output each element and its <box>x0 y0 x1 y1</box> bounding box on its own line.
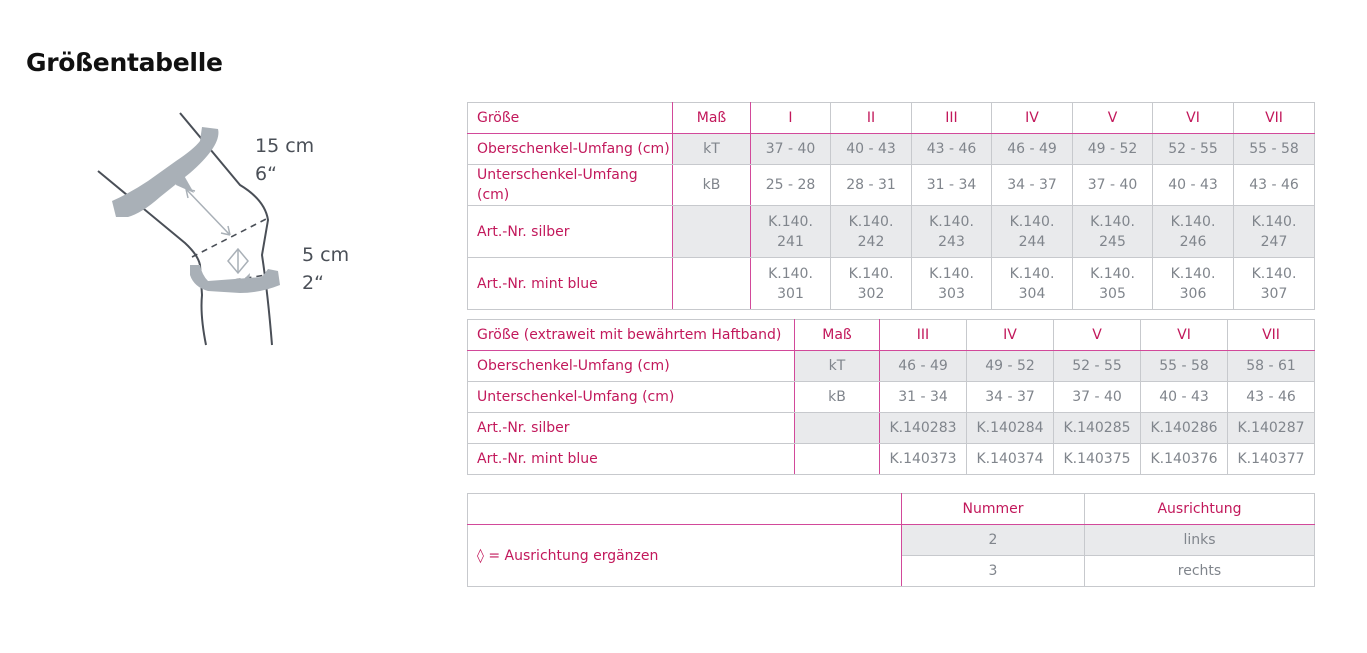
value-cell: 55 - 58 <box>1234 134 1315 165</box>
value-cell: 49 - 52 <box>1073 134 1153 165</box>
nummer-cell: 2 <box>902 525 1085 556</box>
value-cell: 34 - 37 <box>967 382 1054 413</box>
header-size: IV <box>967 320 1054 351</box>
value-cell: 46 - 49 <box>992 134 1073 165</box>
row-label: Oberschenkel-Umfang (cm) <box>468 351 795 382</box>
value-cell: K.140287 <box>1228 413 1315 444</box>
row-label: Oberschenkel-Umfang (cm) <box>468 134 673 165</box>
value-cell: 46 - 49 <box>880 351 967 382</box>
value-cell: K.140. 305 <box>1073 258 1153 310</box>
size-table-standard <box>467 102 1315 310</box>
measure-top-cm: 15 cm <box>255 135 315 157</box>
value-cell: K.140. 244 <box>992 206 1073 258</box>
value-cell: 40 - 43 <box>1141 382 1228 413</box>
nummer-cell: 3 <box>902 556 1085 587</box>
value-cell: K.140. 242 <box>831 206 912 258</box>
header-size: IV <box>992 103 1073 134</box>
row-label: Art.-Nr. mint blue <box>468 258 673 310</box>
mass-cell <box>795 413 880 444</box>
value-cell: K.140. 247 <box>1234 206 1315 258</box>
page-title: Größentabelle <box>26 48 223 77</box>
value-cell: K.140376 <box>1141 444 1228 475</box>
value-cell: 55 - 58 <box>1141 351 1228 382</box>
orientation-note: ◊ = Ausrichtung ergänzen <box>468 525 902 587</box>
header-size: V <box>1073 103 1153 134</box>
value-cell: K.140. 307 <box>1234 258 1315 310</box>
value-cell: 37 - 40 <box>751 134 831 165</box>
value-cell: 31 - 34 <box>880 382 967 413</box>
row-label: Unterschenkel-Umfang (cm) <box>468 165 673 206</box>
ausrichtung-cell: links <box>1085 525 1315 556</box>
value-cell: K.140. 241 <box>751 206 831 258</box>
mass-cell: kT <box>673 134 751 165</box>
value-cell: K.140. 302 <box>831 258 912 310</box>
value-cell: 34 - 37 <box>992 165 1073 206</box>
value-cell: K.140. 243 <box>912 206 992 258</box>
table-row <box>468 165 1315 206</box>
header-empty <box>468 494 902 525</box>
row-label: Art.-Nr. mint blue <box>468 444 795 475</box>
mass-cell: kB <box>795 382 880 413</box>
table-row <box>468 134 1315 165</box>
value-cell: K.140. 245 <box>1073 206 1153 258</box>
value-cell: K.140373 <box>880 444 967 475</box>
value-cell: K.140283 <box>880 413 967 444</box>
row-label: Unterschenkel-Umfang (cm) <box>468 382 795 413</box>
value-cell: 52 - 55 <box>1054 351 1141 382</box>
leg-measurement-illustration <box>90 105 360 350</box>
header-mass: Maß <box>673 103 751 134</box>
upper-dashed-line <box>192 217 270 257</box>
size-table-extrawide <box>467 319 1315 475</box>
value-cell: 37 - 40 <box>1054 382 1141 413</box>
table-row <box>468 382 1315 413</box>
value-cell: K.140. 304 <box>992 258 1073 310</box>
thigh-band-arrow <box>112 127 218 217</box>
value-cell: 58 - 61 <box>1228 351 1315 382</box>
value-cell: 37 - 40 <box>1073 165 1153 206</box>
header-nummer: Nummer <box>902 494 1085 525</box>
value-cell: K.140. 303 <box>912 258 992 310</box>
value-cell: 43 - 46 <box>1234 165 1315 206</box>
value-cell: K.140. 306 <box>1153 258 1234 310</box>
header-mass: Maß <box>795 320 880 351</box>
row-label: Art.-Nr. silber <box>468 413 795 444</box>
value-cell: K.140375 <box>1054 444 1141 475</box>
value-cell: 43 - 46 <box>912 134 992 165</box>
measure-bottom-in: 2“ <box>302 272 324 294</box>
value-cell: K.140377 <box>1228 444 1315 475</box>
mass-cell: kB <box>673 165 751 206</box>
mass-cell <box>795 444 880 475</box>
orientation-table <box>467 493 1315 587</box>
value-cell: K.140286 <box>1141 413 1228 444</box>
value-cell: 43 - 46 <box>1228 382 1315 413</box>
header-size: VII <box>1228 320 1315 351</box>
header-size: III <box>880 320 967 351</box>
header-size: VI <box>1141 320 1228 351</box>
table-header-row <box>468 320 1315 351</box>
value-cell: K.140285 <box>1054 413 1141 444</box>
header-size: VII <box>1234 103 1315 134</box>
mass-cell: kT <box>795 351 880 382</box>
value-cell: K.140284 <box>967 413 1054 444</box>
value-cell: 40 - 43 <box>1153 165 1234 206</box>
header-size: III <box>912 103 992 134</box>
mass-cell <box>673 206 751 258</box>
row-label: Art.-Nr. silber <box>468 206 673 258</box>
value-cell: K.140374 <box>967 444 1054 475</box>
table-header-row <box>468 103 1315 134</box>
value-cell: 52 - 55 <box>1153 134 1234 165</box>
table-header-row <box>468 494 1315 525</box>
header-size: I <box>751 103 831 134</box>
value-cell: 49 - 52 <box>967 351 1054 382</box>
mass-cell <box>673 258 751 310</box>
value-cell: 28 - 31 <box>831 165 912 206</box>
header-size: V <box>1054 320 1141 351</box>
header-size: VI <box>1153 103 1234 134</box>
measure-top-in: 6“ <box>255 163 277 185</box>
table-row <box>468 444 1315 475</box>
header-groesse-extraweit: Größe (extraweit mit bewährtem Haftband) <box>468 320 795 351</box>
value-cell: 25 - 28 <box>751 165 831 206</box>
value-cell: K.140. 301 <box>751 258 831 310</box>
value-cell: 40 - 43 <box>831 134 912 165</box>
header-size: II <box>831 103 912 134</box>
header-groesse: Größe <box>468 103 673 134</box>
table-row <box>468 258 1315 310</box>
table-row <box>468 351 1315 382</box>
table-row <box>468 525 1315 556</box>
value-cell: 31 - 34 <box>912 165 992 206</box>
measure-bottom-cm: 5 cm <box>302 244 350 266</box>
table-row <box>468 413 1315 444</box>
ausrichtung-cell: rechts <box>1085 556 1315 587</box>
header-ausrichtung: Ausrichtung <box>1085 494 1315 525</box>
value-cell: K.140. 246 <box>1153 206 1234 258</box>
table-row <box>468 206 1315 258</box>
